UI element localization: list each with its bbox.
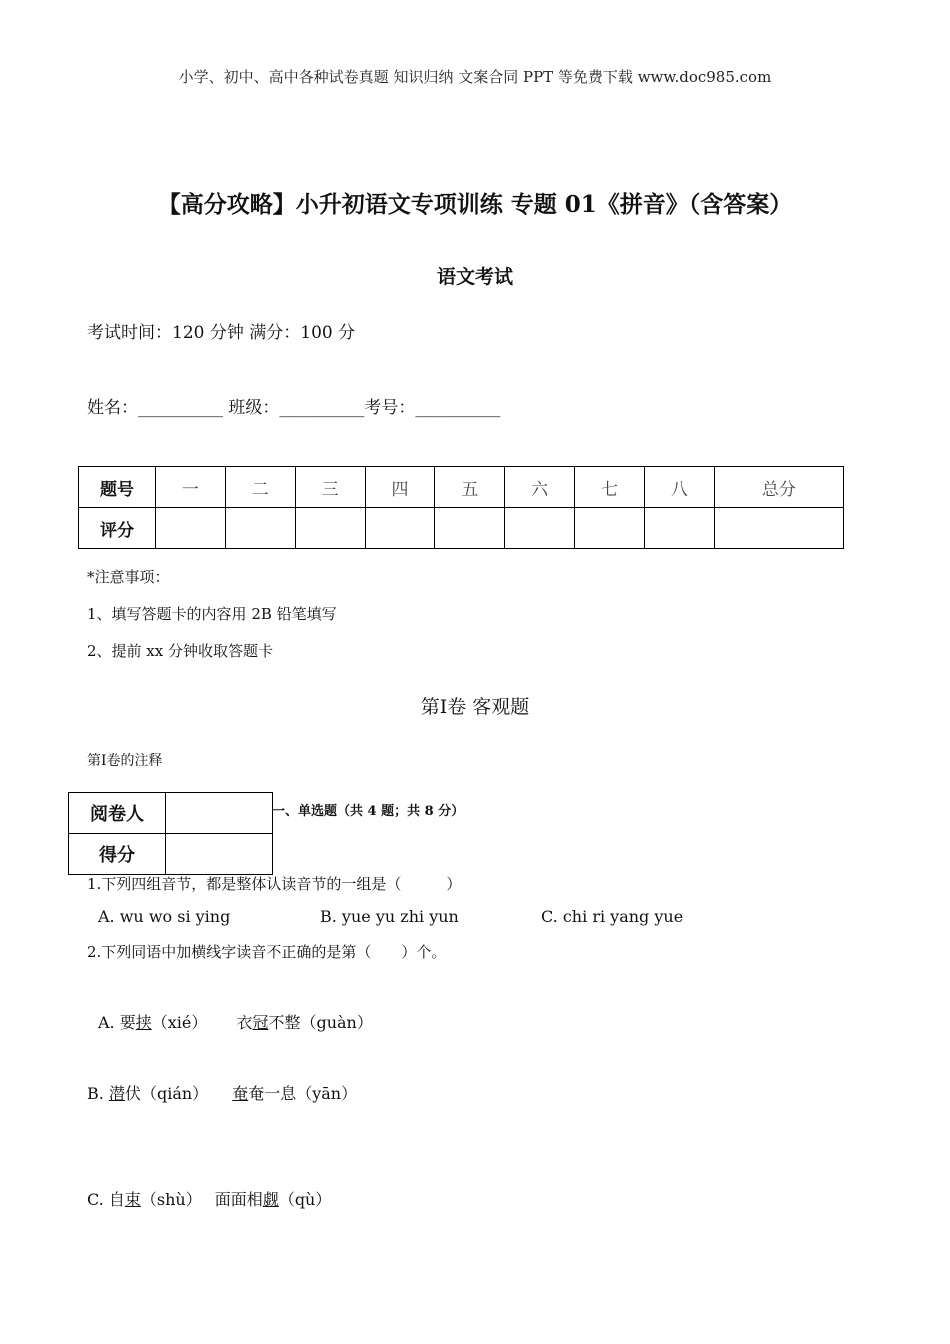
notes-heading: *注意事项： xyxy=(87,568,170,586)
score-cell[interactable] xyxy=(156,508,226,549)
q2-c-prefix: C. 自 xyxy=(87,1190,125,1209)
score-col-1: 一 xyxy=(156,467,226,508)
q2-a-underlined-2: 冠 xyxy=(252,1013,269,1032)
reviewer-cell[interactable] xyxy=(166,793,273,834)
document-subtitle: 语文考试 xyxy=(436,266,513,288)
q2-c-underlined-2: 觑 xyxy=(262,1190,279,1209)
question-group-heading: 一、单选题（共 4 题；共 8 分） xyxy=(272,804,465,819)
q2-a-mid: （xié） 衣 xyxy=(151,1013,253,1032)
score-cell[interactable] xyxy=(505,508,575,549)
score-col-5: 五 xyxy=(435,467,505,508)
q1-option-a: A. wu wo si ying xyxy=(98,907,231,926)
q2-option-c xyxy=(87,1187,331,1210)
score-col-8: 八 xyxy=(644,467,714,508)
q2-b-prefix: B. xyxy=(87,1084,109,1103)
score-col-4: 四 xyxy=(365,467,435,508)
grader-table xyxy=(68,792,273,875)
student-fields: 姓名：__________ 班级：__________考号：__________ xyxy=(87,398,501,418)
q2-option-b xyxy=(87,1081,357,1104)
score-table-label: 题号 xyxy=(79,467,156,508)
section-title: 第Ⅰ卷 客观题 xyxy=(420,696,530,718)
score-cell[interactable] xyxy=(714,508,843,549)
q2-b-underlined-2: 奄 xyxy=(232,1084,249,1103)
score-col-3: 三 xyxy=(295,467,365,508)
score-col-7: 七 xyxy=(575,467,645,508)
q2-a-underlined-1: 挟 xyxy=(135,1013,152,1032)
score-table-score-row xyxy=(79,508,844,549)
note-item-1: 1、填写答题卡的内容用 2B 铅笔填写 xyxy=(87,605,337,623)
reviewer-label: 阅卷人 xyxy=(69,793,166,834)
grader-score-cell[interactable] xyxy=(166,834,273,875)
grader-score-label: 得分 xyxy=(69,834,166,875)
score-table xyxy=(78,466,844,549)
q2-option-a xyxy=(98,1010,373,1033)
q2-b-suffix: 奄一息（yān） xyxy=(248,1084,358,1103)
page-header: 小学、初中、高中各种试卷真题 知识归纳 文案合同 PPT 等免费下载 www.doc985.com xyxy=(178,68,772,86)
score-table-header-row xyxy=(79,467,844,508)
q2-b-underlined-1: 潜 xyxy=(108,1084,125,1103)
q2-a-prefix: A. 要 xyxy=(98,1013,136,1032)
exam-info: 考试时间：120 分钟 满分：100 分 xyxy=(87,323,356,343)
score-cell[interactable] xyxy=(644,508,714,549)
q1-option-b: B. yue yu zhi yun xyxy=(320,907,459,926)
q2-a-suffix: 不整（guàn） xyxy=(268,1013,373,1032)
score-col-total: 总分 xyxy=(714,467,843,508)
document-title: 【高分攻略】小升初语文专项训练 专题 01《拼音》（含答案） xyxy=(157,191,793,218)
note-item-2: 2、提前 xx 分钟收取答题卡 xyxy=(87,642,273,660)
score-col-6: 六 xyxy=(505,467,575,508)
score-col-2: 二 xyxy=(225,467,295,508)
q2-c-suffix: （qù） xyxy=(278,1190,332,1209)
score-cell[interactable] xyxy=(295,508,365,549)
score-cell[interactable] xyxy=(575,508,645,549)
q1-option-c: C. chi ri yang yue xyxy=(541,907,684,926)
score-cell[interactable] xyxy=(435,508,505,549)
q2-c-mid: （shù） 面面相 xyxy=(140,1190,263,1209)
section-note: 第Ⅰ卷的注释 xyxy=(87,753,163,769)
q1-stem: 1.下列四组音节，都是整体认读音节的一组是（ ） xyxy=(87,875,462,893)
score-cell[interactable] xyxy=(365,508,435,549)
q2-c-underlined-1: 束 xyxy=(124,1190,141,1209)
score-cell[interactable] xyxy=(225,508,295,549)
q2-b-mid: 伏（qián） xyxy=(124,1084,233,1103)
q2-stem: 2.下列同语中加横线字读音不正确的是第（ ）个。 xyxy=(87,943,447,961)
score-row-label: 评分 xyxy=(79,508,156,549)
